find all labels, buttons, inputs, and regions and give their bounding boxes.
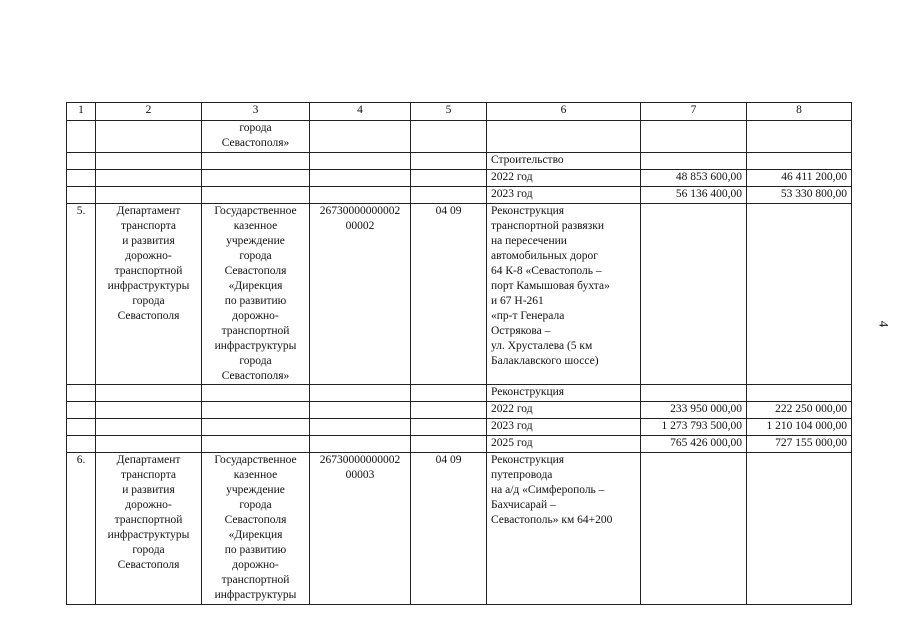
amount-value: 56 136 400,00 — [641, 187, 747, 204]
amount-value: 1 210 104 000,00 — [747, 419, 852, 436]
amount-value: 46 411 200,00 — [747, 170, 852, 187]
table-row — [67, 402, 852, 419]
column-number-row — [67, 103, 852, 121]
amount-value: 53 330 800,00 — [747, 187, 852, 204]
table-row — [67, 419, 852, 436]
amount-value: 727 155 000,00 — [747, 436, 852, 453]
work-type-label: Реконструкция — [487, 385, 641, 402]
table-row — [67, 436, 852, 453]
col-header-8: 8 — [747, 103, 852, 121]
org-continuation: города Севастополя» — [202, 121, 310, 153]
project-description: Реконструкция транспортной развязки на пересечении автомобильных дорог 64 К-8 «Севастополь – порт Камышовая бухта» и 67 Н-261 «пр-т Генерала Острякова – ул. Хрусталева (5 км Балаклавского шоссе) — [487, 204, 641, 385]
department-name: Департамент транспорта и развития дорожно- транспортной инфраструктуры города Севастополя — [96, 453, 202, 605]
col-header-6: 6 — [487, 103, 641, 121]
budget-code: 26730000000002 00002 — [310, 204, 411, 385]
work-type-label: Строительство — [487, 153, 641, 170]
col-header-7: 7 — [641, 103, 747, 121]
page-number: 4 — [876, 320, 892, 328]
amount-value: 765 426 000,00 — [641, 436, 747, 453]
table-row — [67, 121, 852, 153]
organization-name: Государственное казенное учреждение города Севастополя «Дирекция по развитию дорожно- транспортной инфраструктуры города Севастополя» — [202, 204, 310, 385]
amount-value: 48 853 600,00 — [641, 170, 747, 187]
year-label: 2022 год — [487, 170, 641, 187]
table-row — [67, 153, 852, 170]
item-number: 6. — [67, 453, 96, 605]
section-code: 04 09 — [411, 204, 487, 385]
amount-value: 233 950 000,00 — [641, 402, 747, 419]
table-row — [67, 204, 852, 385]
year-label: 2023 год — [487, 187, 641, 204]
table-row — [67, 187, 852, 204]
project-description: Реконструкция путепровода на а/д «Симферополь – Бахчисарай – Севастополь» км 64+200 — [487, 453, 641, 605]
item-number: 5. — [67, 204, 96, 385]
amount-value: 222 250 000,00 — [747, 402, 852, 419]
year-label: 2022 год — [487, 402, 641, 419]
col-header-5: 5 — [411, 103, 487, 121]
budget-table — [66, 102, 852, 605]
budget-code: 26730000000002 00003 — [310, 453, 411, 605]
organization-name: Государственное казенное учреждение города Севастополя «Дирекция по развитию дорожно- транспортной инфраструктуры — [202, 453, 310, 605]
table-row — [67, 453, 852, 605]
col-header-4: 4 — [310, 103, 411, 121]
year-label: 2025 год — [487, 436, 641, 453]
table-row — [67, 170, 852, 187]
col-header-3: 3 — [202, 103, 310, 121]
amount-value: 1 273 793 500,00 — [641, 419, 747, 436]
col-header-2: 2 — [96, 103, 202, 121]
table-row — [67, 385, 852, 402]
section-code: 04 09 — [411, 453, 487, 605]
year-label: 2023 год — [487, 419, 641, 436]
department-name: Департамент транспорта и развития дорожно- транспортной инфраструктуры города Севастополя — [96, 204, 202, 385]
col-header-1: 1 — [67, 103, 96, 121]
